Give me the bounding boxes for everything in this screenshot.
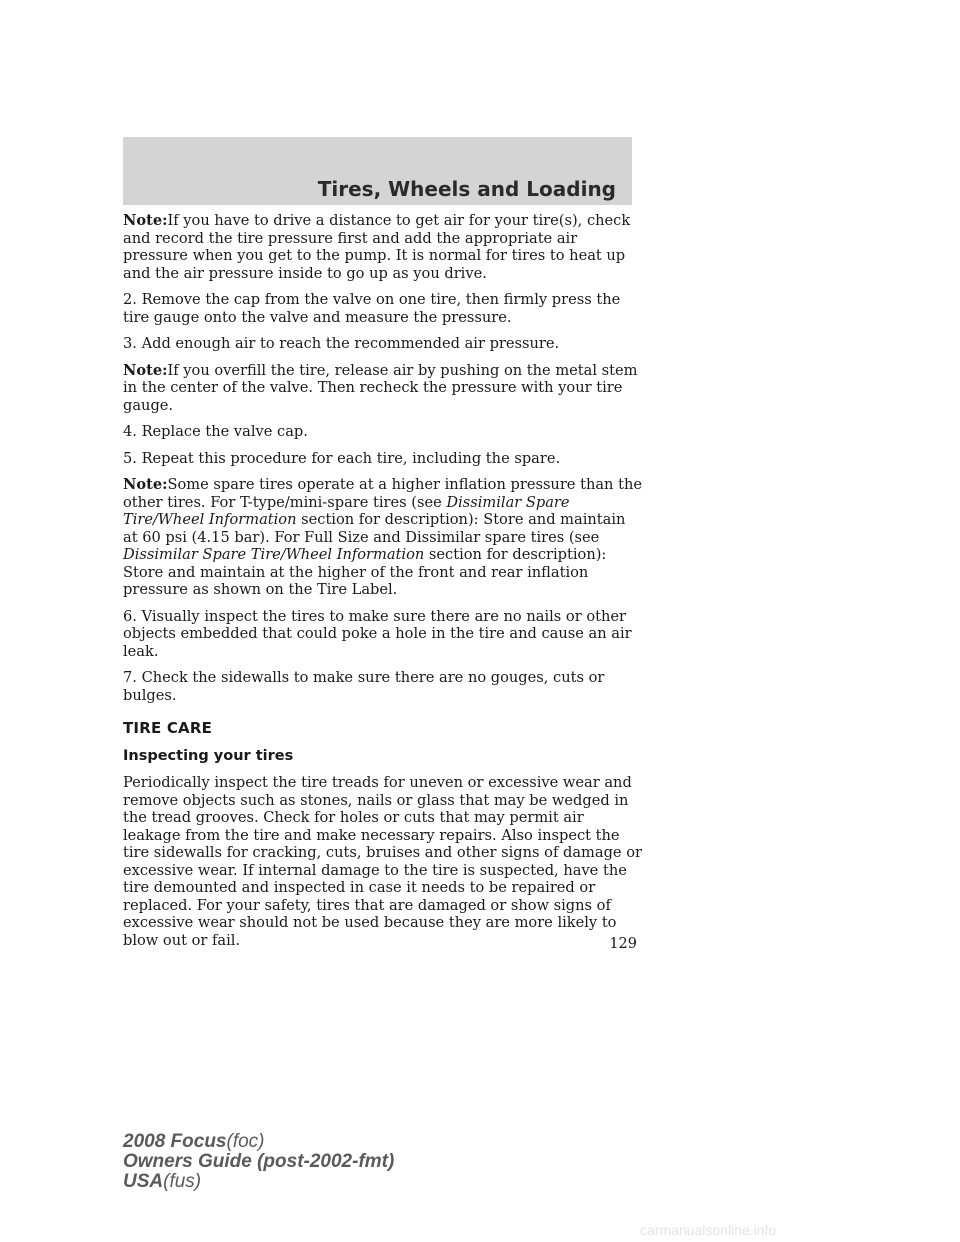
note-text: Some spare tires operate at a higher inflation pressure than the other tires. For T-type/mini-spare tires (see (123, 476, 642, 511)
step-2: 2. Remove the cap from the valve on one tire, then firmly press the tire gauge onto the valve and measure the pressure. (123, 291, 621, 326)
step-3: 3. Add enough air to reach the recommended air pressure. (123, 335, 560, 352)
note-text: If you have to drive a distance to get air for your tire(s), check and record the tire pressure first and add the appropriate air pressure when you get to the pump. It is normal for tires to heat up and the air pressure inside to go up as you drive. (123, 212, 631, 282)
note-label: Note: (123, 361, 168, 379)
section-title: Tires, Wheels and Loading (317, 177, 616, 201)
footer-model-code: (foc) (226, 1131, 265, 1152)
footer-market-code: (fus) (163, 1171, 202, 1192)
step-4: 4. Replace the valve cap. (123, 423, 308, 440)
note-text: If you overfill the tire, release air by pushing on the metal stem in the center of the valve. Then recheck the pressure with your tire gauge. (123, 361, 638, 414)
page-body (123, 212, 643, 958)
footer-market: USA (123, 1171, 164, 1192)
heading-tire-care: TIRE CARE (123, 719, 213, 737)
inspecting-paragraph: Periodically inspect the tire treads for uneven or excessive wear and remove objects such as stones, nails or glass that may be wedged in the tread grooves. Check for holes or cuts that may permit air leakage from the tire and make necessary repairs. Also inspect the tire sidewalls for cracking, cuts, bruises and other signs of damage or excessive wear. If internal damage to the tire is suspected, have the tire demounted and inspected in case it needs to be repaired or replaced. For your safety, tires that are damaged or show signs of excessive wear should not be used because they are more likely to blow out or fail. (123, 774, 642, 949)
step-7: 7. Check the sidewalls to make sure there are no gouges, cuts or bulges. (123, 669, 605, 704)
cross-reference: Dissimilar Spare Tire/Wheel Information (123, 493, 570, 528)
step-5: 5. Repeat this procedure for each tire, including the spare. (123, 449, 561, 467)
note-paragraph (123, 476, 643, 599)
footer-line-2 (123, 1152, 394, 1172)
step-6: 6. Visually inspect the tires to make sure there are no nails or other objects embedded that could poke a hole in the tire and cause an air leak. (123, 607, 632, 660)
note-paragraph (123, 362, 643, 415)
note-paragraph (123, 212, 643, 282)
note-label: Note: (123, 476, 168, 493)
footer-line-3 (123, 1172, 394, 1192)
footer-guide: Owners Guide (post-2002-fmt) (123, 1151, 395, 1172)
note-text: section for description): Store and maintain at the higher of the front and rear inflation pressure as shown on the Tire Label. (123, 546, 607, 598)
note-label: Note: (123, 212, 168, 229)
footer-line-1 (123, 1132, 394, 1152)
subheading-inspecting-tires: Inspecting your tires (123, 747, 294, 764)
note-text: section for description): Store and maintain at 60 psi (4.15 bar). For Full Size and Dissimilar spare tires (see (123, 511, 626, 546)
document-footer (123, 1132, 394, 1192)
section-header-band (123, 137, 632, 205)
watermark-text: carmanualsonline.info (640, 1222, 777, 1238)
cross-reference: Dissimilar Spare Tire/Wheel Information (123, 546, 425, 563)
page-number: 129 (609, 936, 637, 952)
footer-model: 2008 Focus (123, 1131, 227, 1152)
